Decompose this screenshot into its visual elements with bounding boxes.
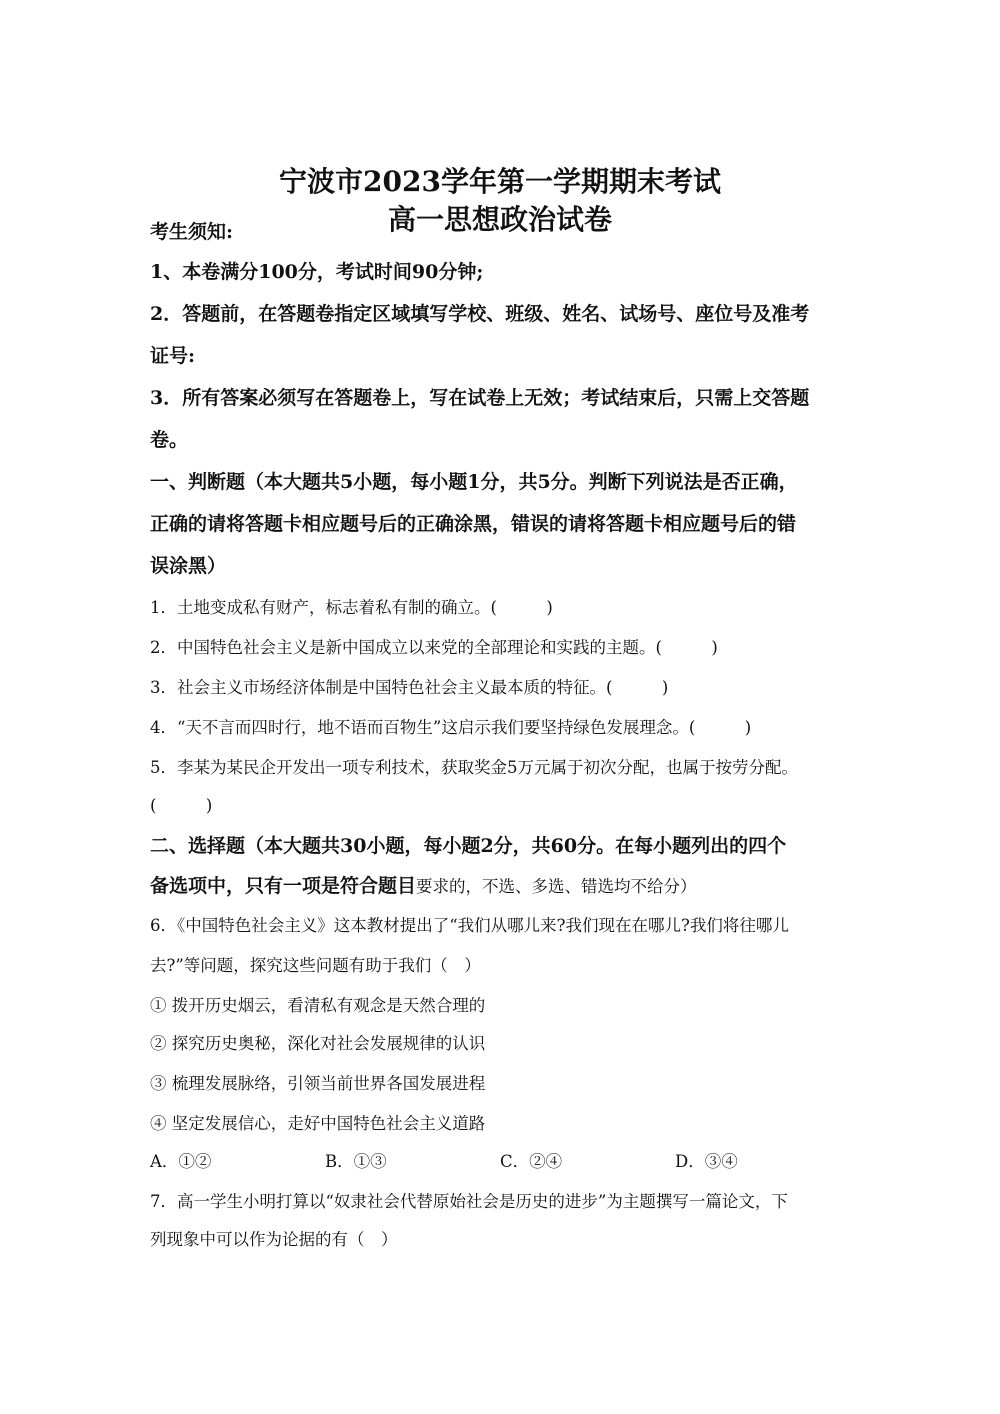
question-6-statement-2: ② 探究历史奥秘，深化对社会发展规律的认识 <box>150 1034 486 1053</box>
notice-item-2: 2．答题前，在答题卷指定区域填写学校、班级、姓名、试场号、座位号及准考 <box>150 303 810 325</box>
question-6-statement-1: ① 拨开历史烟云，看清私有观念是天然合理的 <box>150 996 486 1015</box>
section2-heading: 二、选择题（本大题共30小题，每小题2分，共60分。在每小题列出的四个 <box>150 835 787 857</box>
section1-heading: 一、判断题（本大题共5小题，每小题1分，共5分。判断下列说法是否正确， <box>150 471 798 493</box>
question-6-options <box>150 1144 860 1180</box>
question-7-stem: 7．高一学生小明打算以“奴隶社会代替原始社会是历史的进步”为主题撰写一篇论文，下 <box>150 1192 788 1211</box>
option-a: A．①② <box>150 1152 212 1171</box>
exam-title: 宁波市2023学年第一学期期末考试 <box>279 165 721 198</box>
exam-subtitle: 高一思想政治试卷 <box>387 203 612 236</box>
section2-heading-normal: 要求的，不选、多选、错选均不给分） <box>416 877 697 896</box>
section2-heading-cont <box>150 866 860 907</box>
section2-heading-bold: 备选项中，只有一项是符合题目 <box>150 875 417 897</box>
section1-heading-cont: 正确的请将答题卡相应题号后的正确涂黑，错误的请将答题卡相应题号后的错 <box>150 513 797 535</box>
judgement-question-2: 2．中国特色社会主义是新中国成立以来党的全部理论和实践的主题。( ) <box>150 638 718 657</box>
notice-heading: 考生须知: <box>150 221 234 243</box>
judgement-question-1: 1．土地变成私有财产，标志着私有制的确立。( ) <box>150 598 553 617</box>
section1-heading-end: 误涂黑） <box>150 555 227 577</box>
question-6-stem-cont: 去?”等问题，探究这些问题有助于我们（ ） <box>150 956 481 975</box>
judgement-question-5-blank: ( ) <box>150 796 213 815</box>
notice-item-1: 1、本卷满分100分，考试时间90分钟; <box>150 261 484 283</box>
judgement-question-4: 4．“天不言而四时行，地不语而百物生”这启示我们要坚持绿色发展理念。( ) <box>150 718 752 737</box>
judgement-question-5: 5．李某为某民企开发出一项专利技术，获取奖金5万元属于初次分配，也属于按劳分配。 <box>150 758 798 777</box>
option-d: D．③④ <box>675 1152 738 1171</box>
notice-item-3-cont: 卷。 <box>150 429 189 451</box>
option-b: B．①③ <box>325 1152 387 1171</box>
judgement-question-3: 3．社会主义市场经济体制是中国特色社会主义最本质的特征。( ) <box>150 678 669 697</box>
option-c: C．②④ <box>500 1152 563 1171</box>
question-6-statement-3: ③ 梳理发展脉络，引领当前世界各国发展进程 <box>150 1074 486 1093</box>
question-7-stem-cont: 列现象中可以作为论据的有（ ） <box>150 1230 398 1249</box>
notice-item-2-cont: 证号: <box>150 345 196 367</box>
question-6-stem: 6．《中国特色社会主义》这本教材提出了“我们从哪儿来?我们现在在哪儿?我们将往哪儿 <box>150 916 789 935</box>
notice-item-3: 3．所有答案必须写在答题卷上，写在试卷上无效；考试结束后，只需上交答题 <box>150 387 810 409</box>
question-6-statement-4: ④ 坚定发展信心，走好中国特色社会主义道路 <box>150 1114 486 1133</box>
